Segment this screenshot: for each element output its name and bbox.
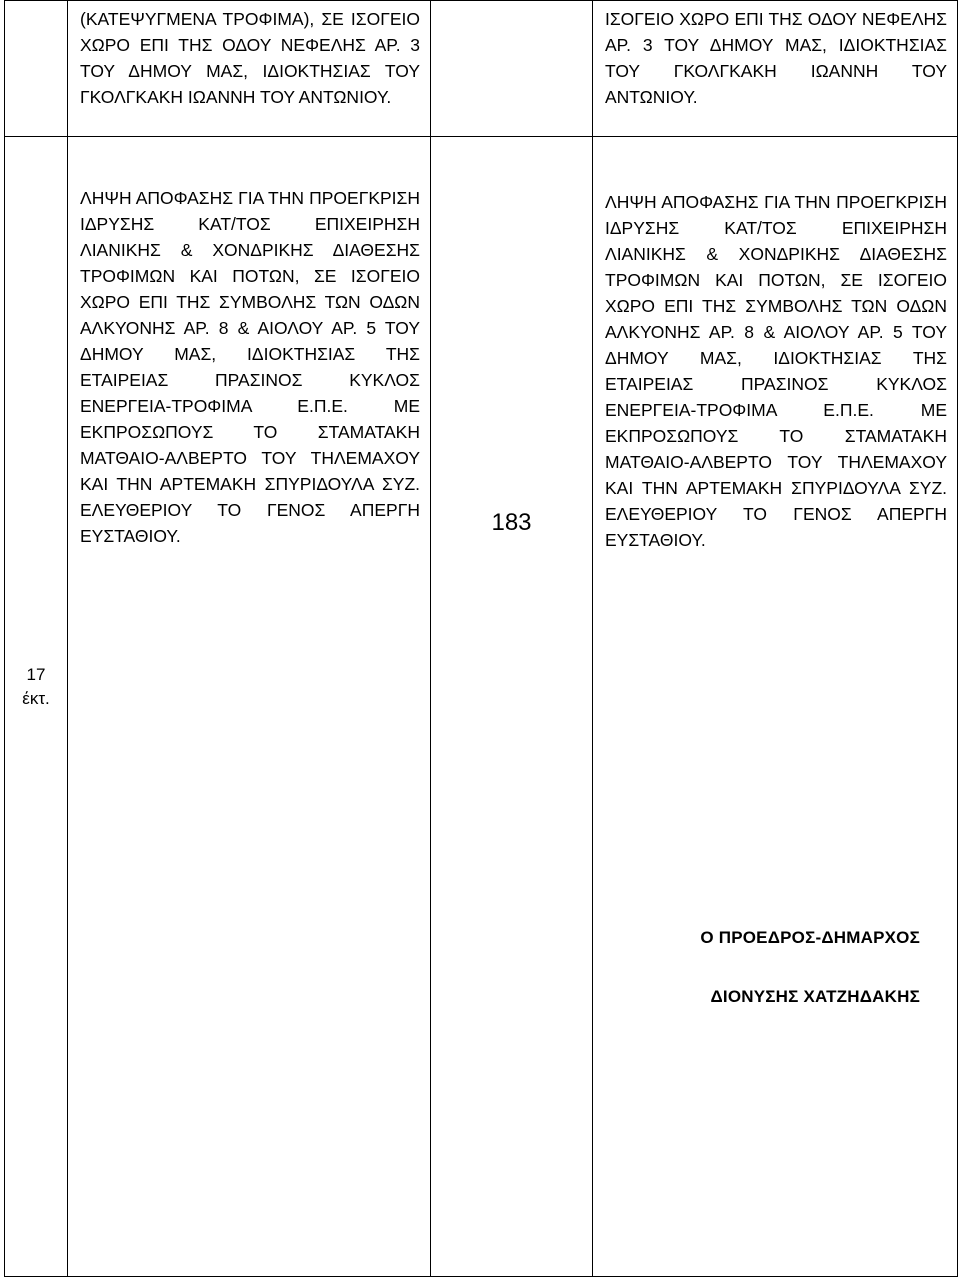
item-number: 17	[26, 664, 46, 684]
signatory-name: ΔΙΟΝΥΣΗΣ ΧΑΤΖΗΔΑΚΗΣ	[710, 987, 920, 1006]
decision-text-continued: ΙΣΟΓΕΙΟ ΧΩΡΟ ΕΠΙ ΤΗΣ ΟΔΟΥ ΝΕΦΕΛΗΣ ΑΡ. 3 ΤΟΥ ΔΗΜΟΥ ΜΑΣ, ΙΔΙΟΚΤΗΣΙΑΣ ΤΟΥ ΓΚΟΛΓΚΑΚΗ ΙΩΑΝΝΗ ΤΟΥ ΑΝΤΩΝΙΟΥ.	[605, 9, 947, 107]
subject-cell	[68, 1, 431, 137]
number-cell-empty	[5, 1, 68, 137]
decision-number-cell-empty	[431, 1, 593, 137]
table-row	[5, 1, 958, 137]
decision-number-cell	[431, 137, 593, 1277]
subject-cell	[68, 137, 431, 1277]
signatory-title: Ο ΠΡΟΕΔΡΟΣ-ΔΗΜΑΡΧΟΣ	[700, 928, 920, 947]
decision-text: ΛΗΨΗ ΑΠΟΦΑΣΗΣ ΓΙΑ ΤΗΝ ΠΡΟΕΓΚΡΙΣΗ ΙΔΡΥΣΗΣ ΚΑΤ/ΤΟΣ ΕΠΙΧΕΙΡΗΣΗ ΛΙΑΝΙΚΗΣ & ΧΟΝΔΡΙΚΗΣ ΔΙΑΘΕΣΗΣ ΤΡΟΦΙΜΩΝ ΚΑΙ ΠΟΤΩΝ, ΣΕ ΙΣΟΓΕΙΟ ΧΩΡΟ ΕΠΙ ΤΗΣ ΣΥΜΒΟΛΗΣ ΤΩΝ ΟΔΩΝ ΑΛΚΥΟΝΗΣ ΑΡ. 8 & ΑΙΟΛΟΥ ΑΡ. 5 ΤΟΥ ΔΗΜΟΥ ΜΑΣ, ΙΔΙΟΚΤΗΣΙΑΣ ΤΗΣ ΕΤΑΙΡΕΙΑΣ ΠΡΑΣΙΝΟΣ ΚΥΚΛΟΣ ΕΝΕΡΓΕΙΑ-ΤΡΟΦΙΜΑ Ε.Π.Ε. ΜΕ ΕΚΠΡΟΣΩΠΟΥΣ ΤΟ ΣΤΑΜΑΤΑΚΗ ΜΑΤΘΑΙΟ-ΑΛΒΕΡΤΟ ΤΟΥ ΤΗΛΕΜΑΧΟΥ ΚΑΙ ΤΗΝ ΑΡΤΕΜΑΚΗ ΣΠΥΡΙΔΟΥΛΑ ΣΥΖ. ΕΛΕΥΘΕΡΙΟΥ ΤΟ ΓΕΝΟΣ ΑΠΕΡΓΗ ΕΥΣΤΑΘΙΟΥ.	[605, 192, 947, 550]
subject-text: ΛΗΨΗ ΑΠΟΦΑΣΗΣ ΓΙΑ ΤΗΝ ΠΡΟΕΓΚΡΙΣΗ ΙΔΡΥΣΗΣ ΚΑΤ/ΤΟΣ ΕΠΙΧΕΙΡΗΣΗ ΛΙΑΝΙΚΗΣ & ΧΟΝΔΡΙΚΗΣ ΔΙΑΘΕΣΗΣ ΤΡΟΦΙΜΩΝ ΚΑΙ ΠΟΤΩΝ, ΣΕ ΙΣΟΓΕΙΟ ΧΩΡΟ ΕΠΙ ΤΗΣ ΣΥΜΒΟΛΗΣ ΤΩΝ ΟΔΩΝ ΑΛΚΥΟΝΗΣ ΑΡ. 8 & ΑΙΟΛΟΥ ΑΡ. 5 ΤΟΥ ΔΗΜΟΥ ΜΑΣ, ΙΔΙΟΚΤΗΣΙΑΣ ΤΗΣ ΕΤΑΙΡΕΙΑΣ ΠΡΑΣΙΝΟΣ ΚΥΚΛΟΣ ΕΝΕΡΓΕΙΑ-ΤΡΟΦΙΜΑ Ε.Π.Ε. ΜΕ ΕΚΠΡΟΣΩΠΟΥΣ ΤΟ ΣΤΑΜΑΤΑΚΗ ΜΑΤΘΑΙΟ-ΑΛΒΕΡΤΟ ΤΟΥ ΤΗΛΕΜΑΧΟΥ ΚΑΙ ΤΗΝ ΑΡΤΕΜΑΚΗ ΣΠΥΡΙΔΟΥΛΑ ΣΥΖ. ΕΛΕΥΘΕΡΙΟΥ ΤΟ ΓΕΝΟΣ ΑΠΕΡΓΗ ΕΥΣΤΑΘΙΟΥ.	[80, 188, 420, 546]
decision-cell	[593, 1, 958, 137]
subject-text-continued: (ΚΑΤΕΨΥΓΜΕΝΑ ΤΡΟΦΙΜΑ), ΣΕ ΙΣΟΓΕΙΟ ΧΩΡΟ ΕΠΙ ΤΗΣ ΟΔΟΥ ΝΕΦΕΛΗΣ ΑΡ. 3 ΤΟΥ ΔΗΜΟΥ ΜΑΣ, ΙΔΙΟΚΤΗΣΙΑΣ ΤΟΥ ΓΚΟΛΓΚΑΚΗ ΙΩΑΝΝΗ ΤΟΥ ΑΝΤΩΝΙΟΥ.	[80, 9, 420, 107]
decisions-table	[4, 0, 958, 1277]
table-row	[5, 137, 958, 1277]
item-number-suffix: έκτ.	[22, 688, 50, 708]
decision-number: 183	[491, 509, 532, 536]
item-number-cell	[5, 137, 68, 1277]
decision-cell	[593, 137, 958, 1277]
